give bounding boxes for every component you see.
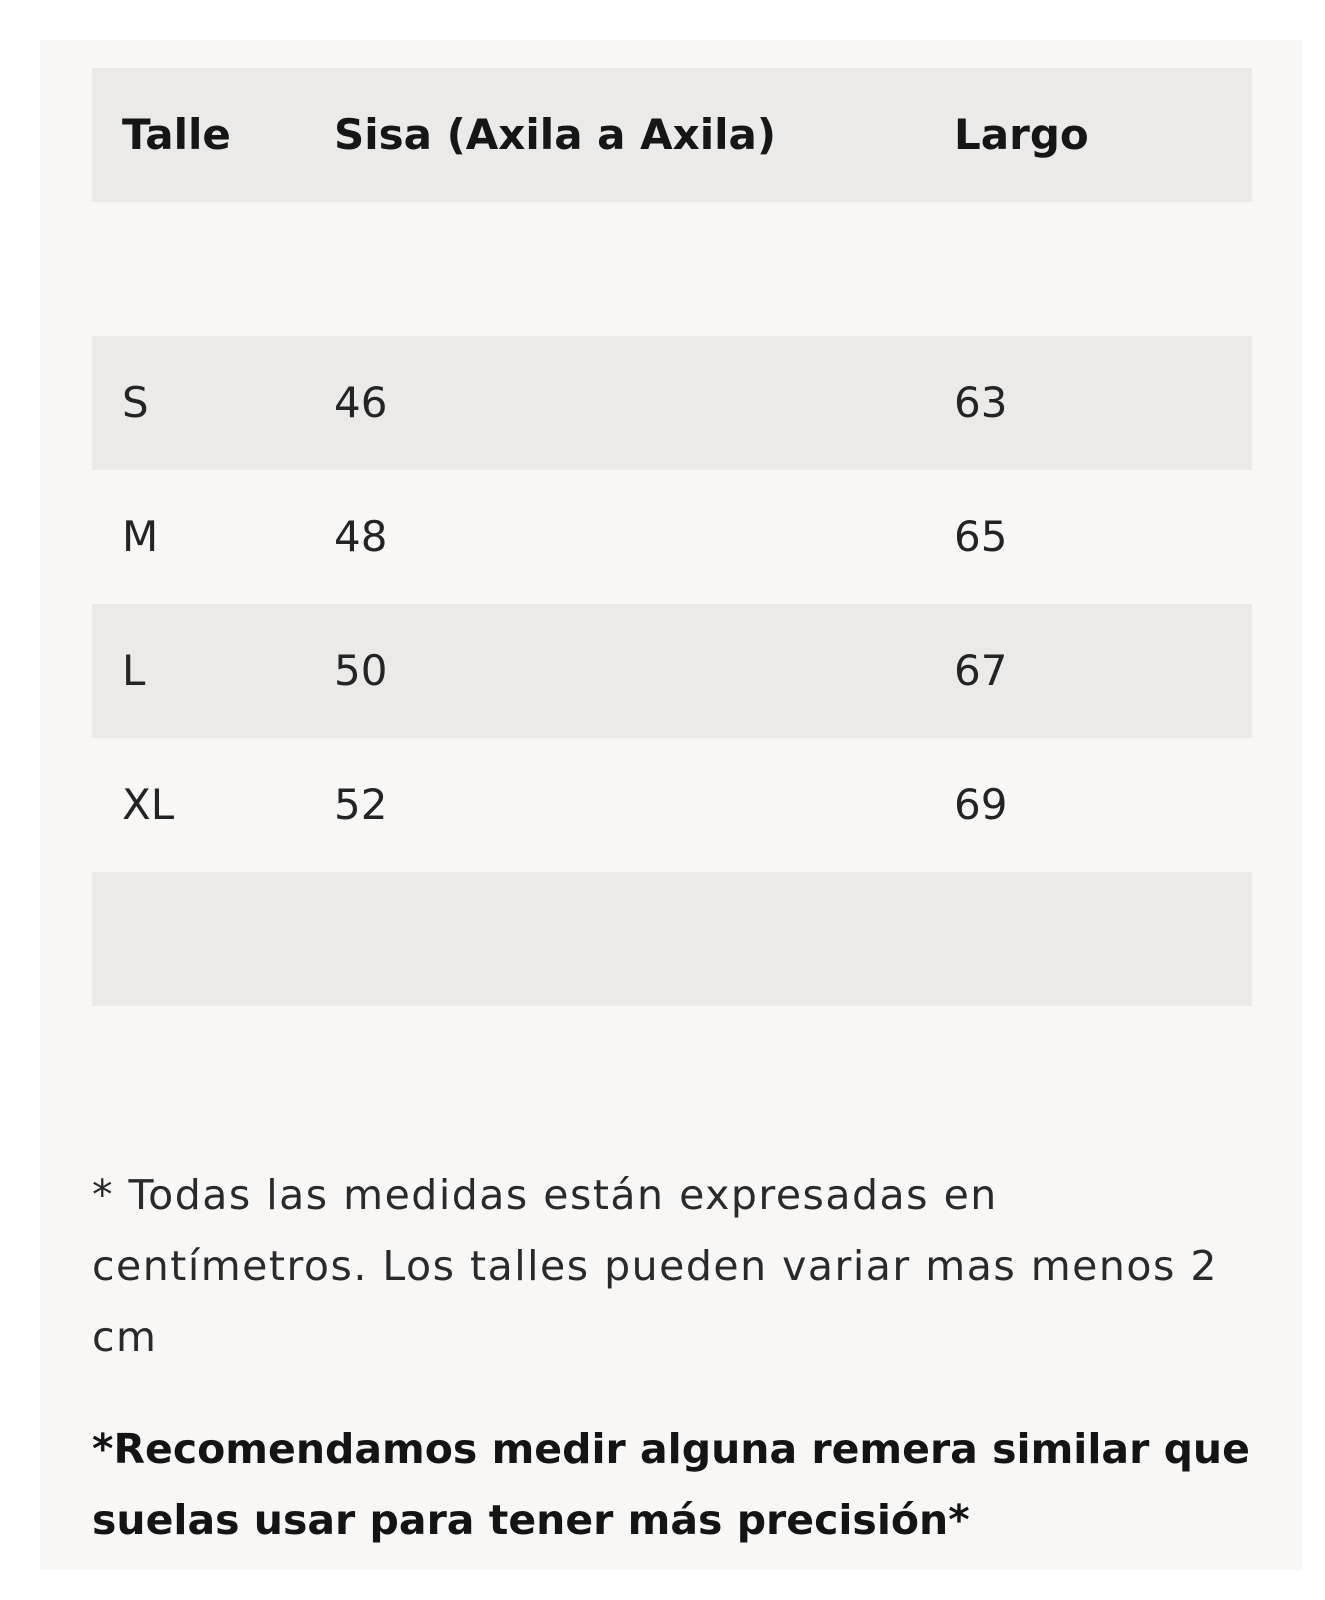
- header-sisa: Sisa (Axila a Axila): [334, 110, 777, 159]
- table-row: [92, 336, 1252, 470]
- cell-largo: 63: [954, 378, 1008, 427]
- cell-talle: M: [122, 512, 159, 561]
- cell-largo: 69: [954, 780, 1008, 829]
- cell-talle: XL: [122, 780, 175, 829]
- table-row: [92, 738, 1252, 872]
- table-spacer-row: [92, 202, 1252, 336]
- cell-sisa: 50: [334, 646, 388, 695]
- cell-talle: L: [122, 646, 146, 695]
- table-row: [92, 470, 1252, 604]
- cell-sisa: 48: [334, 512, 388, 561]
- cell-sisa: 46: [334, 378, 388, 427]
- table-row: [92, 604, 1252, 738]
- cell-talle: S: [122, 378, 149, 427]
- header-largo: Largo: [954, 110, 1089, 159]
- table-empty-row: [92, 872, 1252, 1006]
- recommendation-note: *Recomendamos medir alguna remera similar que suelas usar para tener más precisión*: [92, 1425, 1250, 1544]
- measurement-note: * Todas las medidas están expresadas en centímetros. Los talles pueden variar mas menos 2 cm: [92, 1171, 1218, 1361]
- cell-sisa: 52: [334, 780, 388, 829]
- header-talle: Talle: [122, 110, 231, 159]
- table-header-row: [92, 68, 1252, 202]
- size-table: [92, 68, 1252, 1006]
- cell-largo: 67: [954, 646, 1008, 695]
- cell-largo: 65: [954, 512, 1008, 561]
